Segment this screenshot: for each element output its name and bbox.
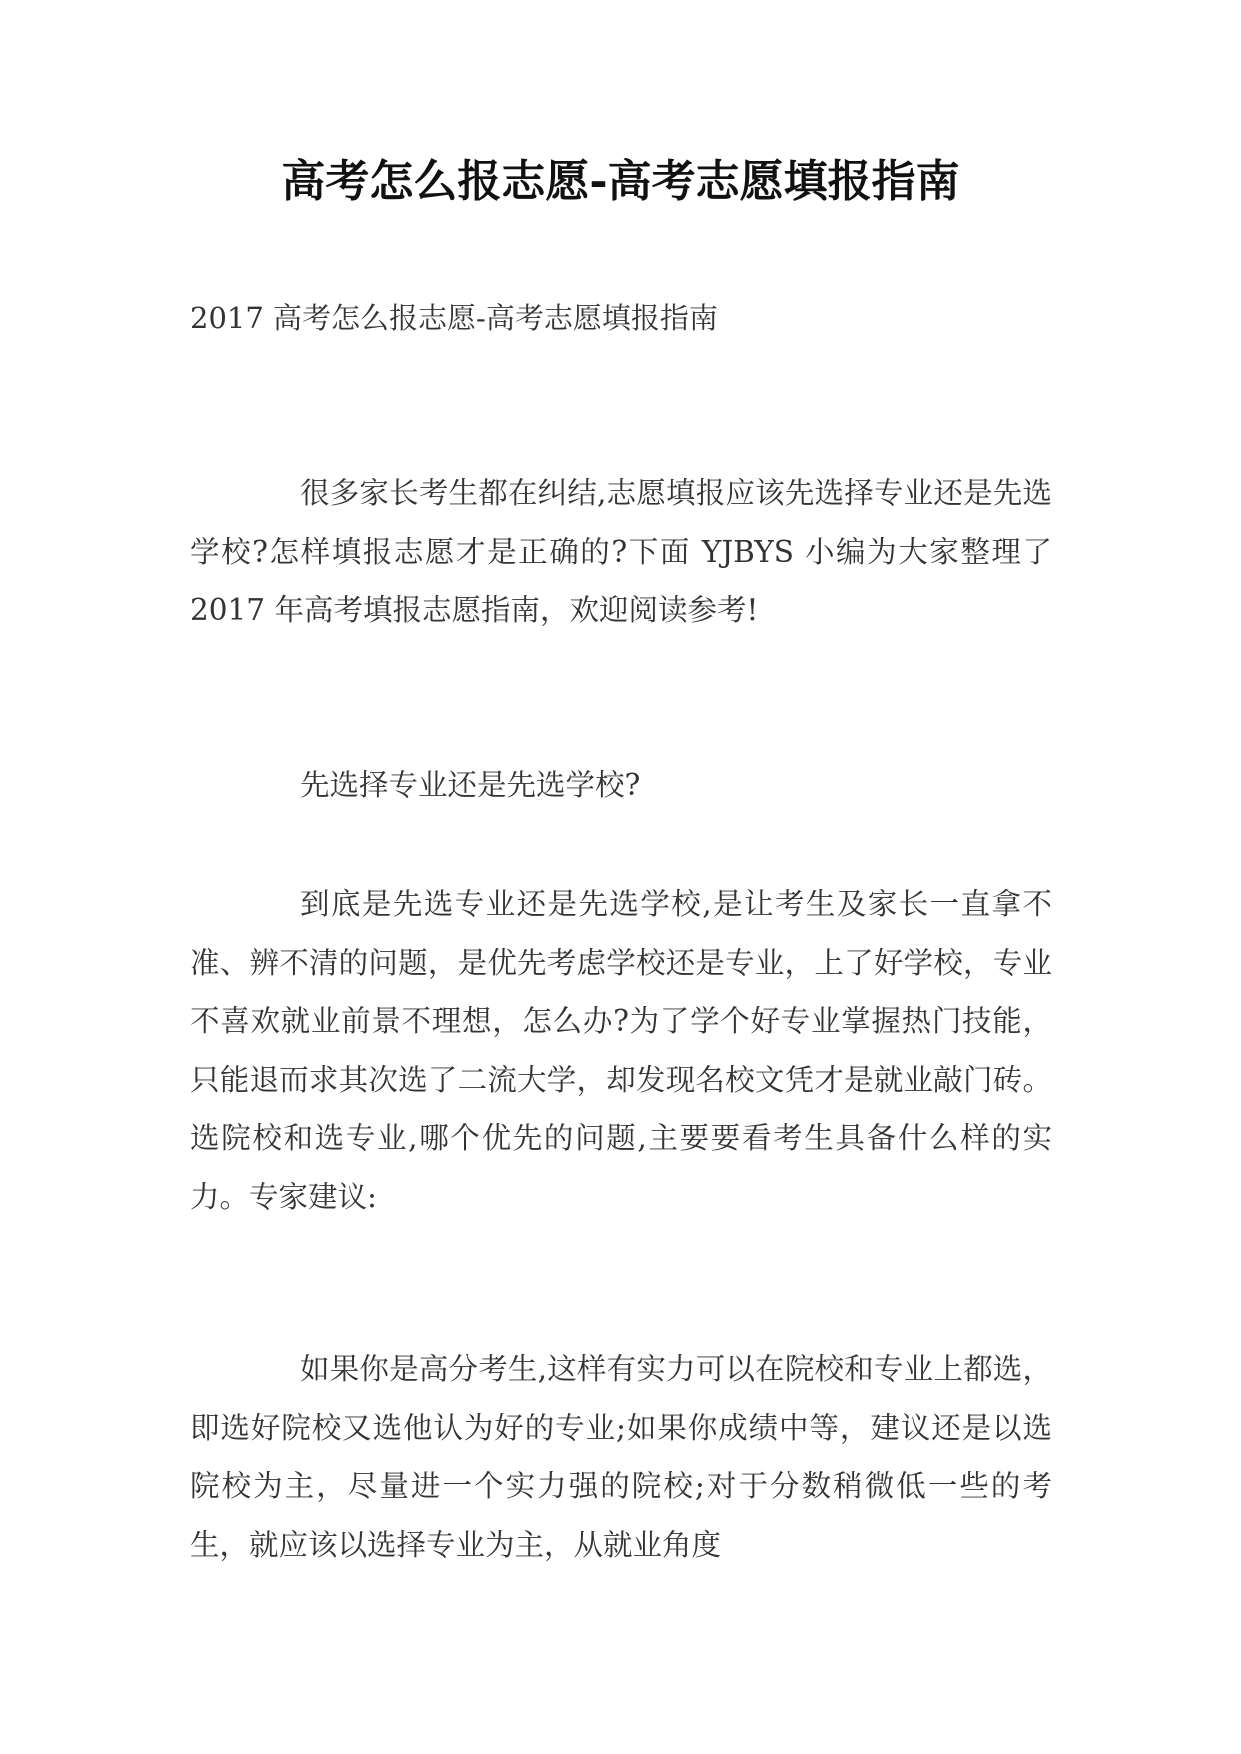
body-paragraph: 如果你是高分考生,这样有实力可以在院校和专业上都选，即选好院校又选他认为好的专业;如果你成绩中等，建议还是以选院校为主，尽量进一个实力强的院校;对于分数稍微低一些的考生，就应该以选择专业为主，从就业角度 — [190, 1352, 1052, 1562]
section-heading: 先选择专业还是先选学校? — [300, 768, 641, 802]
intro-paragraph: 很多家长考生都在纠结,志愿填报应该先选择专业还是先选学校?怎样填报志愿才是正确的?下面 YJBYS 小编为大家整理了 2017 年高考填报志愿指南，欢迎阅读参考! — [190, 476, 1052, 627]
document-title: 高考怎么报志愿-高考志愿填报指南 — [281, 156, 960, 207]
body-paragraph: 到底是先选专业还是先选学校,是让考生及家长一直拿不准、辨不清的问题，是优先考虑学校还是专业，上了好学校，专业不喜欢就业前景不理想，怎么办?为了学个好专业掌握热门技能，只能退而求其次选了二流大学，却发现名校文凭才是就业敲门砖。选院校和选专业,哪个优先的问题,主要要看考生具备什么样的实力。专家建议: — [190, 887, 1052, 1214]
document-subtitle: 2017 高考怎么报志愿-高考志愿填报指南 — [190, 301, 718, 335]
